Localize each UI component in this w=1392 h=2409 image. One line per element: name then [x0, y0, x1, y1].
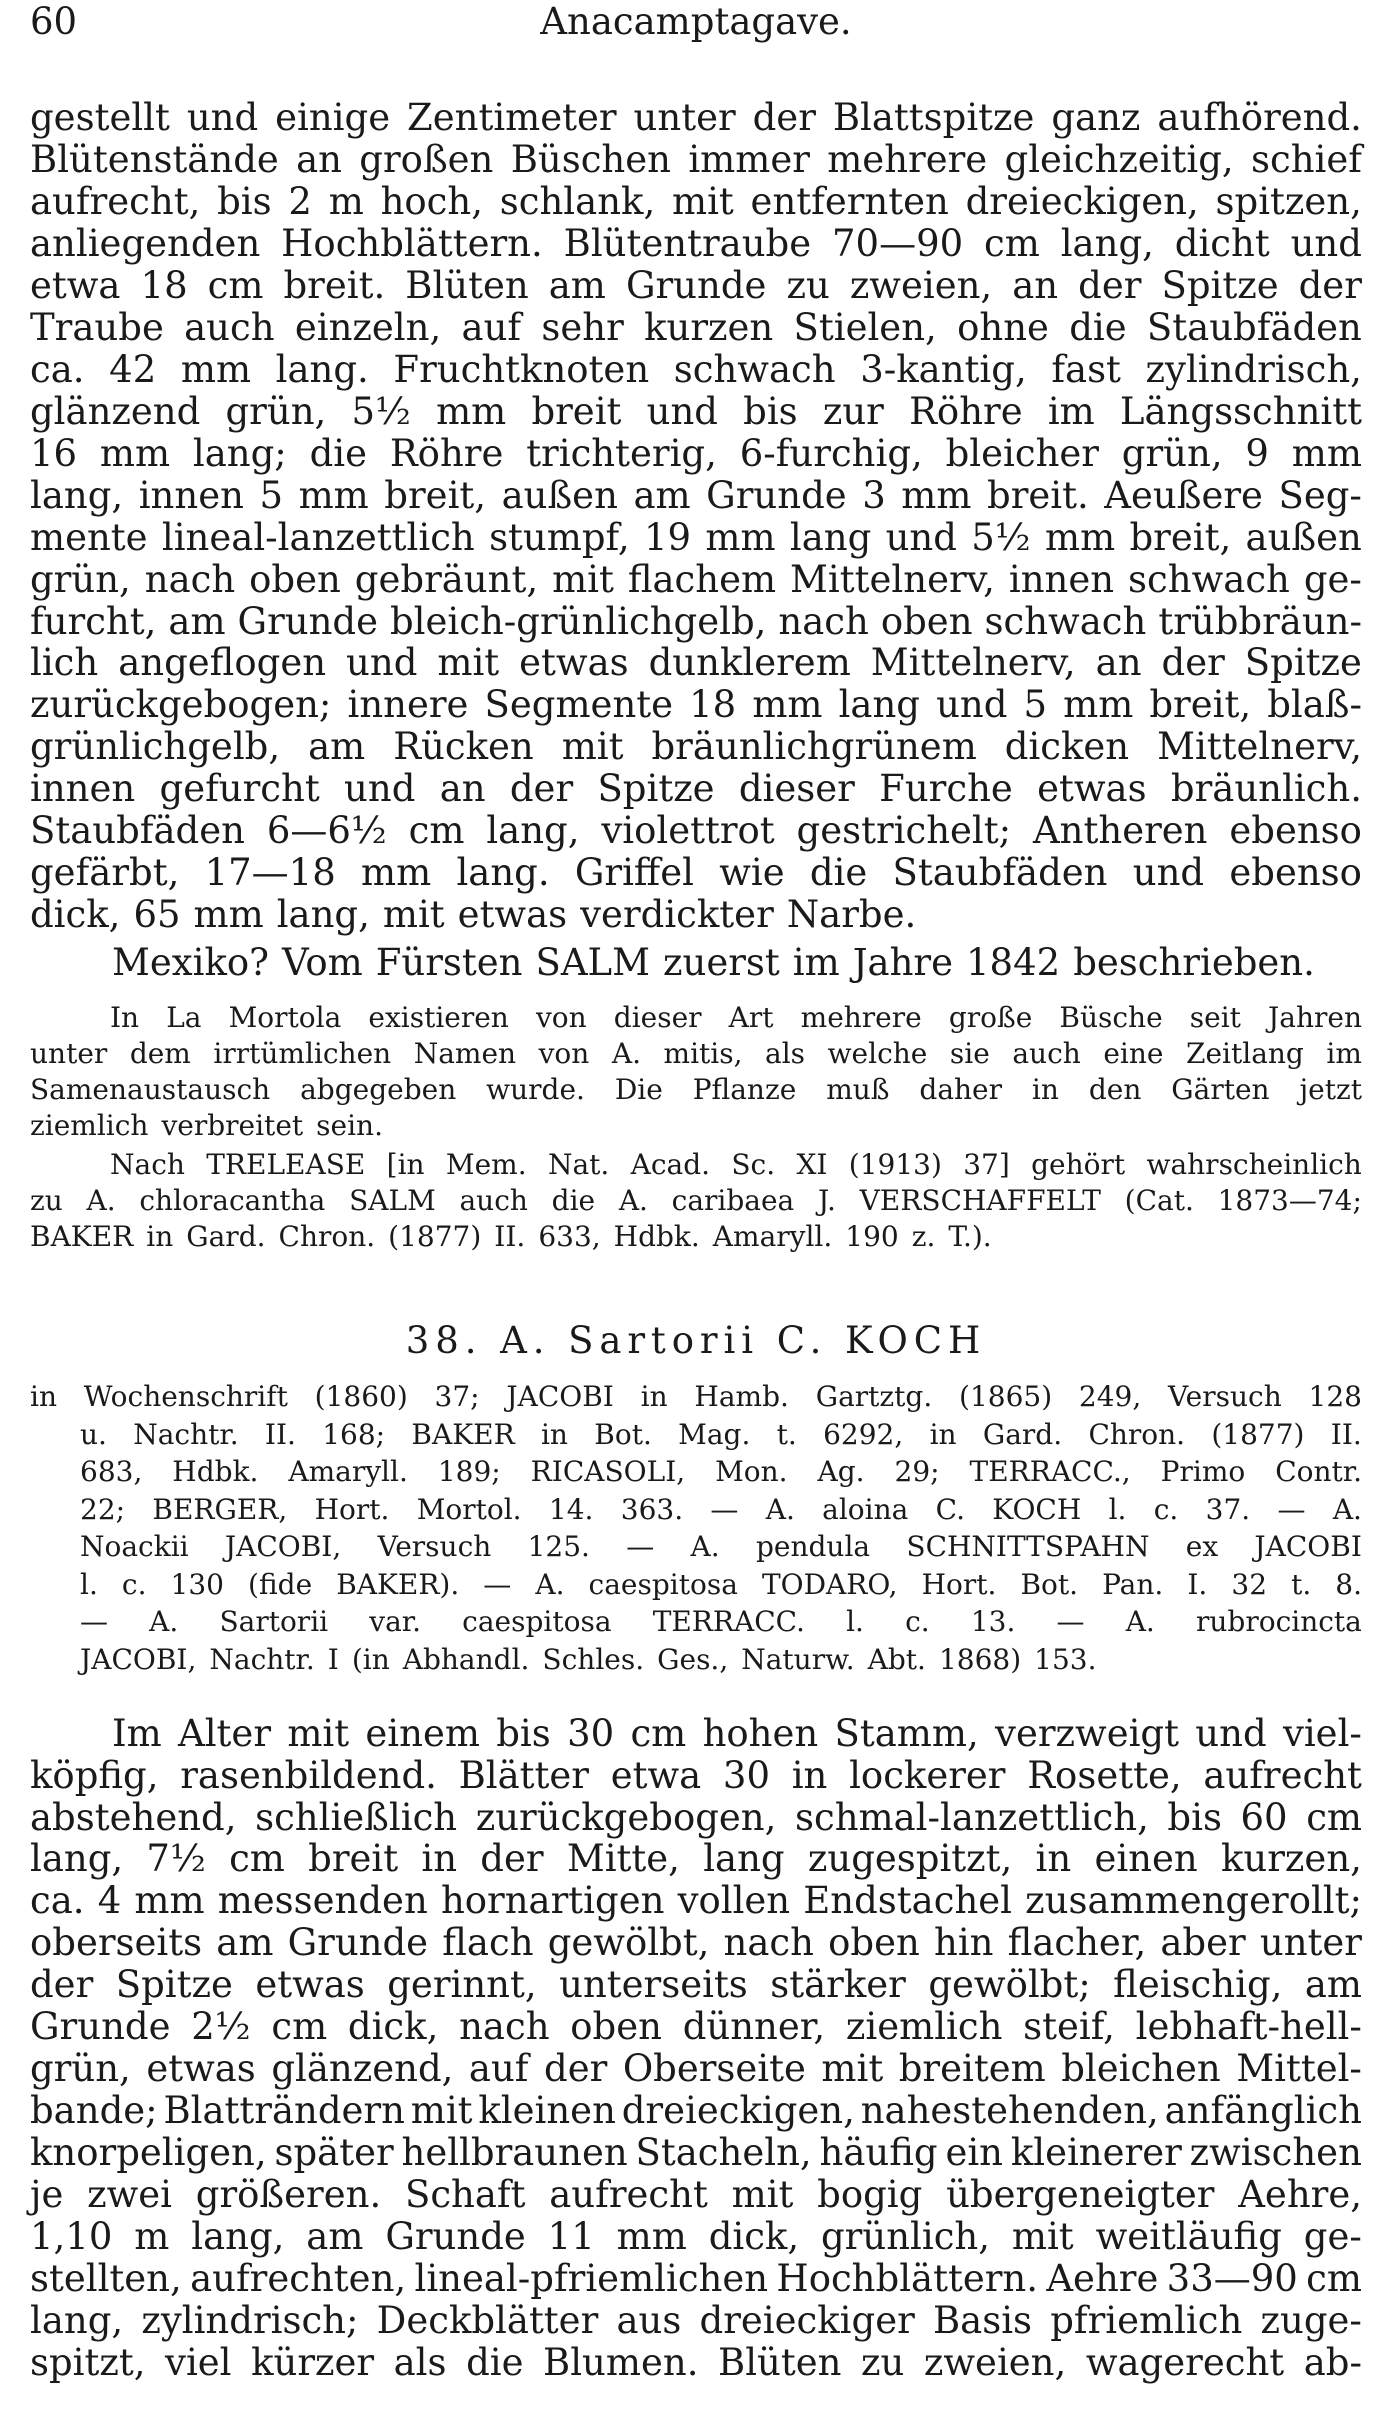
- text-line: grün, nach oben gebräunt, mit flachem Mittelnerv, innen schwach ge-: [30, 557, 1362, 601]
- note-line: zu A. chloracantha SALM auch die A. caribaea J. VERSCHAFFELT (Cat. 1873—74;: [30, 1184, 1362, 1218]
- synonymy-line: JACOBI, Nachtr. I (in Abhandl. Schles. Ges., Naturw. Abt. 1868) 153.: [80, 1642, 1097, 1676]
- text-line: Im Alter mit einem bis 30 cm hohen Stamm, verzweigt und viel-: [112, 1711, 1362, 1755]
- running-head: Anacamptagave.: [540, 0, 852, 43]
- text-line: dick, 65 mm lang, mit etwas verdickter Narbe.: [30, 893, 917, 937]
- text-line: glänzend grün, 5½ mm breit und bis zur Röhre im Längsschnitt: [30, 389, 1362, 433]
- synonymy-line: in Wochenschrift (1860) 37; JACOBI in Hamb. Gartztg. (1865) 249, Versuch 128: [30, 1380, 1362, 1414]
- page-number: 60: [30, 0, 78, 43]
- text-line: ca. 4 mm messenden hornartigen vollen Endstachel zusammengerollt;: [30, 1879, 1362, 1923]
- synonymy-line: 22; BERGER, Hort. Mortol. 14. 363. — A. aloina C. KOCH l. c. 37. — A.: [80, 1492, 1362, 1526]
- note-line: ziemlich verbreitet sein.: [30, 1109, 383, 1143]
- distribution-line: Mexiko? Vom Fürsten SALM zuerst im Jahre 1842 beschrieben.: [112, 941, 1315, 985]
- note-line: Samenaustausch abgegeben wurde. Die Pflanze muß daher in den Gärten jetzt: [30, 1073, 1362, 1107]
- text-line: grün, etwas glänzend, auf der Oberseite mit breitem bleichen Mittel-: [30, 2047, 1362, 2091]
- text-line: oberseits am Grunde flach gewölbt, nach oben hin flacher, aber unter: [30, 1921, 1362, 1965]
- text-line: gefärbt, 17—18 mm lang. Griffel wie die Staubfäden und ebenso: [30, 851, 1362, 895]
- text-line: zurückgebogen; innere Segmente 18 mm lang und 5 mm breit, blaß-: [30, 683, 1362, 727]
- text-line: furcht, am Grunde bleich-grünlichgelb, nach oben schwach trübbräun-: [30, 599, 1362, 643]
- text-line: lang, innen 5 mm breit, außen am Grunde 3 mm breit. Aeußere Seg-: [30, 473, 1362, 517]
- text-line: Blütenstände an großen Büschen immer mehrere gleichzeitig, schief: [30, 137, 1362, 181]
- text-line: spitzt, viel kürzer als die Blumen. Blüten zu zweien, wagerecht ab-: [30, 2341, 1362, 2385]
- page-header: [30, 0, 1362, 50]
- text-line: knorpeligen, später hellbraunen Stacheln, häufig ein kleinerer zwischen: [30, 2131, 1362, 2175]
- text-line: abstehend, schließlich zurückgebogen, schmal-lanzettlich, bis 60 cm: [30, 1795, 1362, 1839]
- note-line: BAKER in Gard. Chron. (1877) II. 633, Hdbk. Amaryll. 190 z. T.).: [30, 1219, 992, 1253]
- text-line: etwa 18 cm breit. Blüten am Grunde zu zweien, an der Spitze der: [30, 263, 1362, 307]
- text-line: Staubfäden 6—6½ cm lang, violettrot gestrichelt; Antheren ebenso: [30, 809, 1362, 853]
- synonymy-line: Noackii JACOBI, Versuch 125. — A. pendula SCHNITTSPAHN ex JACOBI: [80, 1530, 1362, 1564]
- synonymy-line: — A. Sartorii var. caespitosa TERRACC. l. c. 13. — A. rubrocincta: [80, 1605, 1362, 1639]
- text-line: aufrecht, bis 2 m hoch, schlank, mit entfernten dreieckigen, spitzen,: [30, 179, 1362, 223]
- text-line: grünlichgelb, am Rücken mit bräunlichgrünem dicken Mittelnerv,: [30, 725, 1362, 769]
- text-line: köpfig, rasenbildend. Blätter etwa 30 in lockerer Rosette, aufrecht: [30, 1753, 1362, 1797]
- text-line: stellten, aufrechten, lineal-pfriemlichen Hochblättern. Aehre 33—90 cm: [30, 2257, 1362, 2301]
- text-line: Grunde 2½ cm dick, nach oben dünner, ziemlich steif, lebhaft-hell-: [30, 2005, 1362, 2049]
- text-line: 16 mm lang; die Röhre trichterig, 6-furchig, bleicher grün, 9 mm: [30, 431, 1362, 475]
- note-line: unter dem irrtümlichen Namen von A. mitis, als welche sie auch eine Zeitlang im: [30, 1037, 1362, 1071]
- text-line: bande; Blatträndern mit kleinen dreieckigen, nahestehenden, anfänglich: [30, 2089, 1362, 2133]
- text-line: lang, zylindrisch; Deckblätter aus dreieckiger Basis pfriemlich zuge-: [30, 2299, 1362, 2343]
- text-line: Traube auch einzeln, auf sehr kurzen Stielen, ohne die Staubfäden: [30, 305, 1362, 349]
- text-line: der Spitze etwas gerinnt, unterseits stärker gewölbt; fleischig, am: [30, 1963, 1362, 2007]
- text-line: je zwei größeren. Schaft aufrecht mit bogig übergeneigter Aehre,: [30, 2173, 1362, 2217]
- text-line: anliegenden Hochblättern. Blütentraube 70—90 cm lang, dicht und: [30, 221, 1362, 265]
- synonymy-line: l. c. 130 (fide BAKER). — A. caespitosa TODARO, Hort. Bot. Pan. I. 32 t. 8.: [80, 1567, 1362, 1601]
- text-line: ca. 42 mm lang. Fruchtknoten schwach 3-kantig, fast zylindrisch,: [30, 347, 1362, 391]
- text-line: innen gefurcht und an der Spitze dieser Furche etwas bräunlich.: [30, 767, 1362, 811]
- text-line: lang, 7½ cm breit in der Mitte, lang zugespitzt, in einen kurzen,: [30, 1837, 1362, 1881]
- note-line: In La Mortola existieren von dieser Art mehrere große Büsche seit Jahren: [110, 1001, 1362, 1035]
- synonymy-line: 683, Hdbk. Amaryll. 189; RICASOLI, Mon. Ag. 29; TERRACC., Primo Contr.: [80, 1455, 1362, 1489]
- text-line: 1,10 m lang, am Grunde 11 mm dick, grünlich, mit weitläufig ge-: [30, 2215, 1362, 2259]
- species-heading: 38. A. Sartorii C. KOCH: [405, 1318, 987, 1362]
- text-line: gestellt und einige Zentimeter unter der Blattspitze ganz aufhörend.: [30, 95, 1362, 139]
- note-line: Nach TRELEASE [in Mem. Nat. Acad. Sc. XI (1913) 37] gehört wahrscheinlich: [110, 1148, 1362, 1182]
- text-line: lich angeflogen und mit etwas dunklerem Mittelnerv, an der Spitze: [30, 641, 1362, 685]
- text-line: mente lineal-lanzettlich stumpf, 19 mm lang und 5½ mm breit, außen: [30, 515, 1362, 559]
- synonymy-line: u. Nachtr. II. 168; BAKER in Bot. Mag. t. 6292, in Gard. Chron. (1877) II.: [80, 1417, 1362, 1451]
